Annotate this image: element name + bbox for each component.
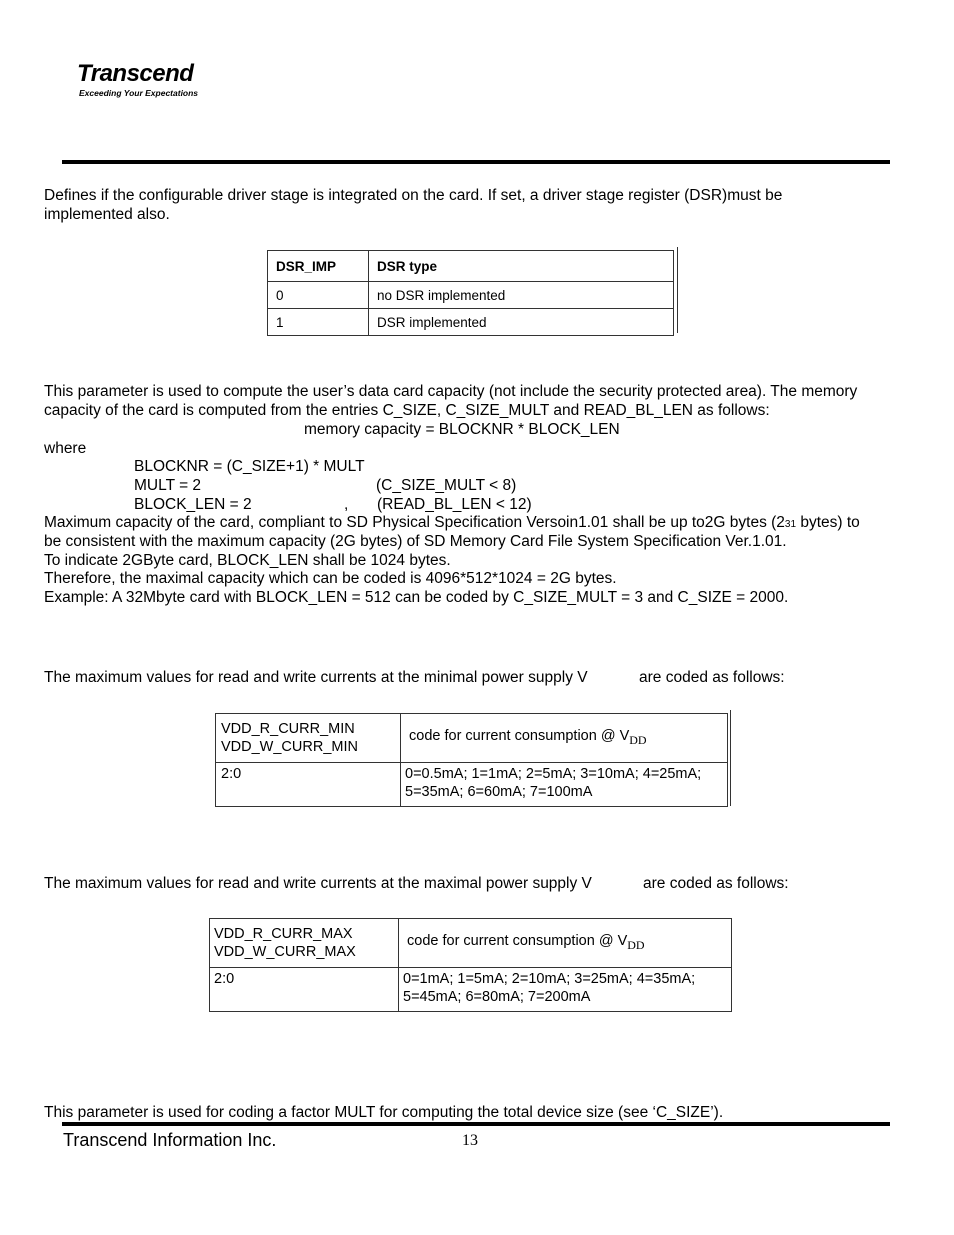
where-label: where	[44, 440, 87, 457]
table-row	[210, 968, 732, 1012]
table-cell: 0	[268, 282, 369, 309]
curr-min-intro-end: are coded as follows:	[639, 669, 785, 686]
exponent: 31	[784, 519, 797, 530]
block-len-condition: (READ_BL_LEN < 12)	[377, 496, 532, 513]
table-header-cell: DSR type	[369, 251, 674, 282]
table-border-shadow	[730, 710, 731, 806]
footer-rule	[62, 1122, 890, 1126]
table-cell: 1	[268, 309, 369, 336]
cell-line: 5=45mA; 6=80mA; 7=200mA	[403, 989, 591, 1005]
curr-min-table	[215, 713, 728, 807]
header-text: code for current consumption @ V	[407, 933, 628, 950]
table-header-row	[216, 714, 728, 763]
max-capacity-text-a: Maximum capacity of the card, compliant to SD Physical Specification Versoin1.01 shall be up to2G bytes (2	[44, 514, 785, 531]
table-cell: DSR implemented	[369, 309, 674, 336]
table-border-shadow	[677, 247, 678, 333]
curr-max-intro: The maximum values for read and write currents at the maximal power supply V	[44, 875, 592, 892]
header-line: VDD_R_CURR_MIN	[221, 721, 355, 737]
page-number: 13	[462, 1132, 478, 1149]
cell-line: 0=0.5mA; 1=1mA; 2=5mA; 3=10mA; 4=25mA;	[405, 766, 702, 782]
dsr-description-line-1: Defines if the configurable driver stage is integrated on the card. If set, a driver stage register (DSR)must be	[44, 187, 783, 204]
max-capacity-line-2: be consistent with the maximum capacity (2G bytes) of SD Memory Card File System Specification Ver.1.01.	[44, 533, 787, 550]
table-header-cell	[210, 919, 399, 968]
block-len-comma: ,	[344, 496, 349, 513]
dsr-table	[267, 250, 674, 336]
header-subscript: DD	[629, 732, 647, 747]
curr-max-intro-end: are coded as follows:	[643, 875, 789, 892]
block-len-formula: BLOCK_LEN = 2	[134, 496, 252, 513]
table-row	[216, 763, 728, 807]
table-cell: 2:0	[210, 968, 399, 1012]
mult-formula: MULT = 2	[134, 477, 202, 494]
table-cell: no DSR implemented	[369, 282, 674, 309]
header-line: VDD_W_CURR_MAX	[214, 944, 356, 960]
csize-mult-description: This parameter is used for coding a factor MULT for computing the total device size (see ‘C_SIZE’).	[44, 1104, 724, 1121]
table-header-cell	[216, 714, 401, 763]
header-line: VDD_W_CURR_MIN	[221, 739, 358, 755]
max-capacity-line-1	[44, 513, 860, 534]
mult-condition: (C_SIZE_MULT < 8)	[376, 477, 517, 494]
table-cell	[399, 968, 732, 1012]
cell-line: 0=1mA; 1=5mA; 2=10mA; 3=25mA; 4=35mA;	[403, 971, 696, 987]
table-header-cell	[401, 714, 728, 763]
table-header-cell: DSR_IMP	[268, 251, 369, 282]
logo-tagline: Exceeding Your Expectations	[79, 88, 199, 98]
csize-description-line-1: This parameter is used to compute the user’s data card capacity (not include the security protected area). The memory	[44, 383, 858, 400]
header-text: code for current consumption @ V	[409, 728, 630, 745]
table-header-row	[210, 919, 732, 968]
dsr-description-line-2: implemented also.	[44, 206, 170, 223]
curr-max-table	[209, 918, 732, 1012]
table-header-cell	[399, 919, 732, 968]
company-logo: Transcend	[77, 60, 194, 87]
footer-company-name: Transcend Information Inc.	[63, 1130, 277, 1150]
table-row	[268, 282, 674, 309]
example-line: Example: A 32Mbyte card with BLOCK_LEN = 512 can be coded by C_SIZE_MULT = 3 and C_SIZE = 2000.	[44, 589, 789, 606]
csize-description-line-2: capacity of the card is computed from the entries C_SIZE, C_SIZE_MULT and READ_BL_LEN as follows:	[44, 402, 770, 419]
capacity-formula: memory capacity = BLOCKNR * BLOCK_LEN	[304, 421, 620, 438]
curr-min-intro: The maximum values for read and write currents at the minimal power supply V	[44, 669, 588, 686]
table-row	[268, 309, 674, 336]
table-cell: 2:0	[216, 763, 401, 807]
indicate-line: To indicate 2GByte card, BLOCK_LEN shall be 1024 bytes.	[44, 552, 451, 569]
max-capacity-text-b: bytes) to	[796, 514, 860, 531]
blocknr-formula: BLOCKNR = (C_SIZE+1) * MULT	[134, 458, 365, 475]
table-header-row	[268, 251, 674, 282]
cell-line: 5=35mA; 6=60mA; 7=100mA	[405, 784, 593, 800]
header-line: VDD_R_CURR_MAX	[214, 926, 353, 942]
therefore-line: Therefore, the maximal capacity which can be coded is 4096*512*1024 = 2G bytes.	[44, 570, 617, 587]
table-cell	[401, 763, 728, 807]
header-rule	[62, 160, 890, 164]
header-subscript: DD	[627, 937, 645, 952]
